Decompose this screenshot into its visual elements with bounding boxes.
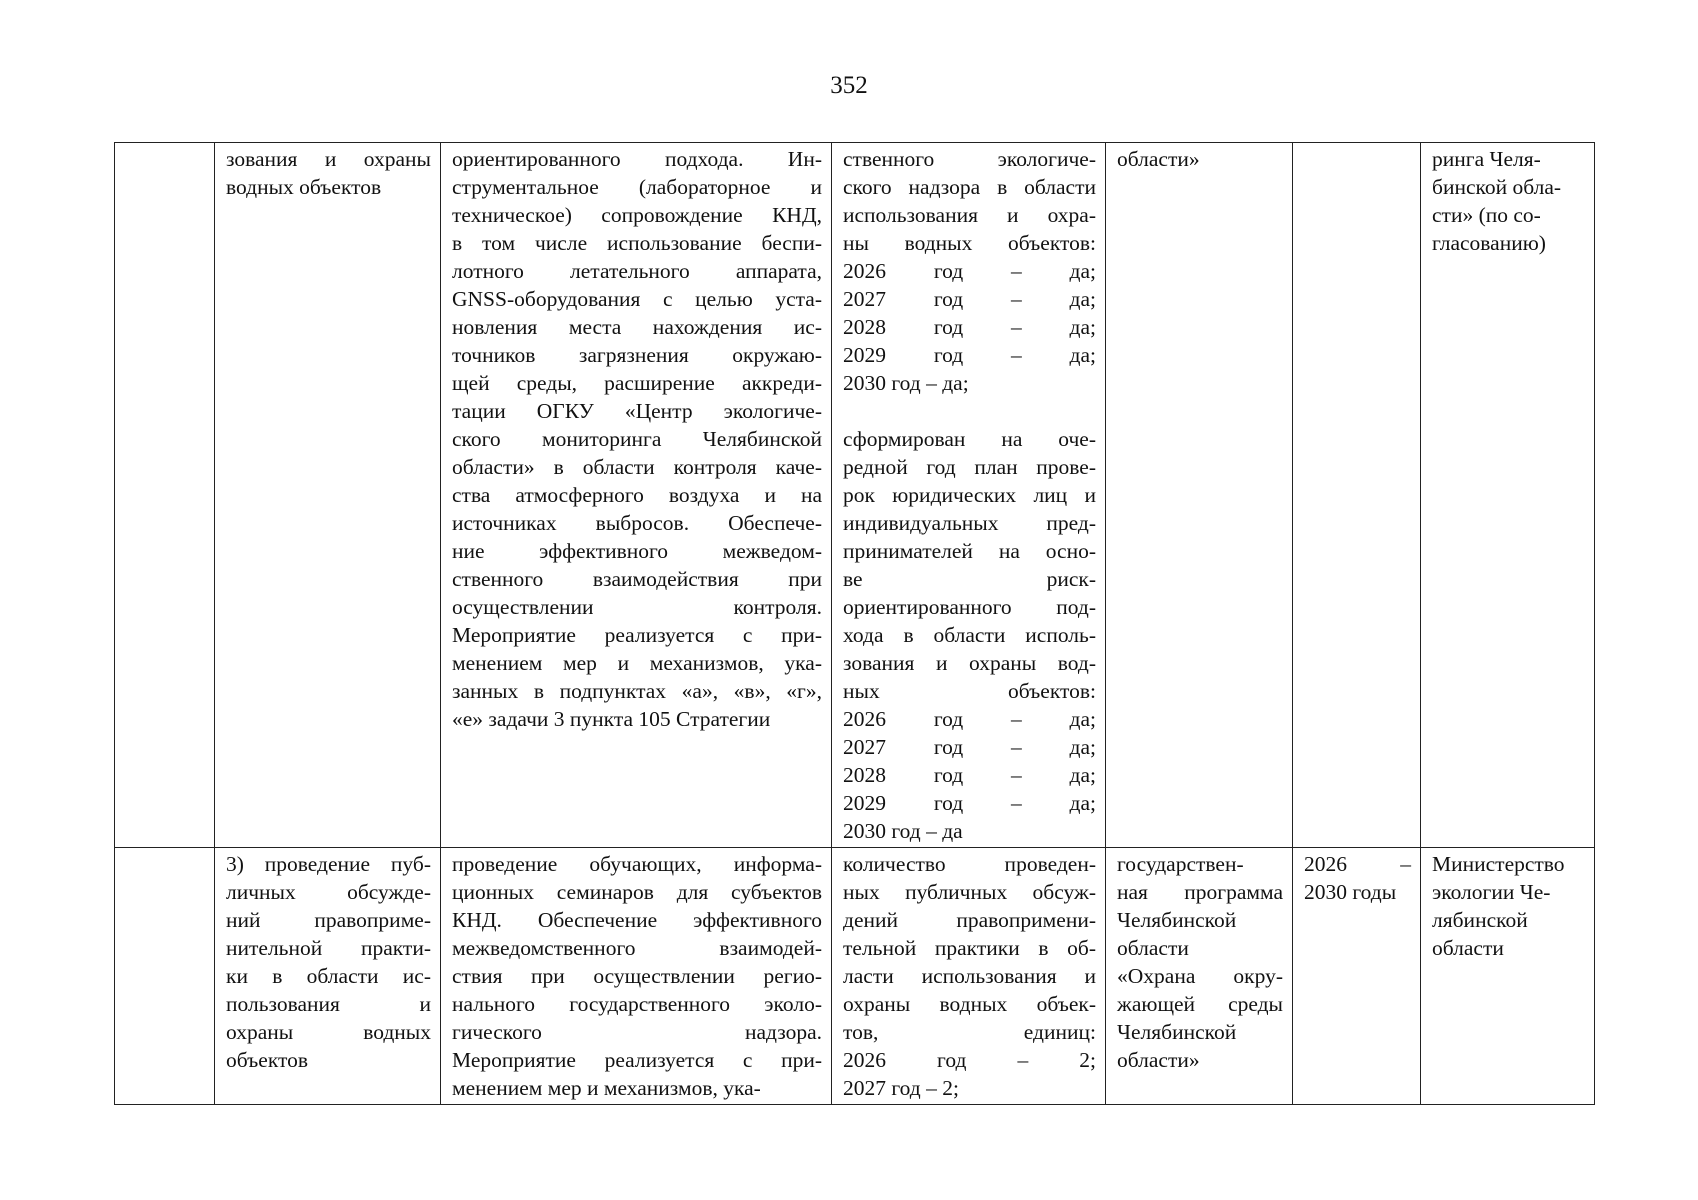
text-line: Мероприятие реализуется с при- (452, 1048, 822, 1072)
text-line: ласти использования и (843, 964, 1096, 988)
text-line: 2026 год – да; (843, 707, 1096, 731)
text-line: рок юридических лиц и (843, 483, 1096, 507)
cell-program (1106, 848, 1293, 1105)
text-line: гического надзора. (452, 1020, 822, 1044)
indicator-block (843, 425, 1096, 845)
text-line: ского надзора в области (843, 175, 1096, 199)
text-line: Челябинской (1117, 1020, 1237, 1044)
text-line: объектов (226, 1048, 308, 1072)
text-line: ных объектов: (843, 679, 1096, 703)
text-line: 2026 – (1304, 852, 1411, 876)
text-line: нительной практи- (226, 936, 431, 960)
text-line: 2027 год – 2; (843, 1076, 959, 1100)
cell-number (115, 143, 215, 848)
text-line: ны водных объектов: (843, 231, 1096, 255)
text-line: 2026 год – да; (843, 259, 1096, 283)
text-line: хода в области исполь- (843, 623, 1096, 647)
text-line: 2026 год – 2; (843, 1048, 1096, 1072)
text-line: принимателей на осно- (843, 539, 1096, 563)
text-line: бинской обла- (1432, 175, 1562, 199)
text-line: количество проведен- (843, 852, 1096, 876)
text-line: межведомственного взаимодей- (452, 936, 822, 960)
text-line: области» (1117, 1048, 1200, 1072)
text-line: ний правоприме- (226, 908, 431, 932)
text-line: пользования и (226, 992, 431, 1016)
text-line: источниках выбросов. Обеспече- (452, 511, 822, 535)
text-line: личных обсужде- (226, 880, 431, 904)
text-line: ки в области ис- (226, 964, 431, 988)
text-line: охраны водных объек- (843, 992, 1096, 1016)
cell-description (441, 848, 832, 1105)
cell-responsible (1421, 143, 1595, 848)
text-line: нального государственного эколо- (452, 992, 822, 1016)
cell-description (441, 143, 832, 848)
text-line: гласованию) (1432, 231, 1546, 255)
cell-period (1293, 848, 1421, 1105)
text-line: GNSS-оборудования с целью уста- (452, 287, 822, 311)
text-line: новления места нахождения ис- (452, 315, 822, 339)
text-line: государствен- (1117, 852, 1244, 876)
text-line: ствия при осуществлении регио- (452, 964, 822, 988)
text-line: «е» задачи 3 пункта 105 Стратегии (452, 707, 771, 731)
text-line: сформирован на оче- (843, 427, 1096, 451)
text-line: 2030 год – да; (843, 371, 969, 395)
text-line: точников загрязнения окружаю- (452, 343, 822, 367)
text-line: ных публичных обсуж- (843, 880, 1096, 904)
text-line: КНД. Обеспечение эффективного (452, 908, 822, 932)
text-line: Министерство (1432, 852, 1565, 876)
cell-indicators (832, 848, 1106, 1105)
cell-number (115, 848, 215, 1105)
table-row (115, 848, 1595, 1105)
text-line: зования и охраны вод- (843, 651, 1096, 675)
text-line: струментальное (лабораторное и (452, 175, 822, 199)
text-line: Челябинской (1117, 908, 1237, 932)
text-line: области (1432, 936, 1504, 960)
cell-responsible (1421, 848, 1595, 1105)
text-line: лотного летательного аппарата, (452, 259, 822, 283)
text-line: области» в области контроля каче- (452, 455, 822, 479)
text-line: сти» (по со- (1432, 203, 1541, 227)
text-line: ринга Челя- (1432, 147, 1541, 171)
text-line: Мероприятие реализуется с при- (452, 623, 822, 647)
text-line: осуществлении контроля. (452, 595, 822, 619)
text-line: экологии Че- (1432, 880, 1551, 904)
measures-table (114, 142, 1595, 1105)
text-line: ориентированного под- (843, 595, 1096, 619)
text-line: тации ОГКУ «Центр экологиче- (452, 399, 822, 423)
text-line: ционных семинаров для субъектов (452, 880, 822, 904)
text-line: «Охрана окру- (1117, 964, 1283, 988)
text-line: ства атмосферного воздуха и на (452, 483, 822, 507)
text-line: использования и охра- (843, 203, 1096, 227)
text-line: ственного экологиче- (843, 147, 1096, 171)
text-line: области» (1117, 147, 1200, 171)
text-line: 2027 год – да; (843, 735, 1096, 759)
text-line: 2030 год – да (843, 819, 963, 843)
text-line: 2028 год – да; (843, 315, 1096, 339)
text-line: водных объектов (226, 175, 382, 199)
text-line: ского мониторинга Челябинской (452, 427, 822, 451)
text-line: 2028 год – да; (843, 763, 1096, 787)
text-line: 2027 год – да; (843, 287, 1096, 311)
text-line: 3) проведение пуб- (226, 852, 431, 876)
cell-measure-name (215, 143, 441, 848)
cell-measure-name (215, 848, 441, 1105)
cell-program (1106, 143, 1293, 848)
text-line: 2029 год – да; (843, 791, 1096, 815)
text-line: охраны водных (226, 1020, 431, 1044)
cell-period (1293, 143, 1421, 848)
text-line: ориентированного подхода. Ин- (452, 147, 822, 171)
text-line: жающей среды (1117, 992, 1283, 1016)
text-line: 2030 годы (1304, 880, 1397, 904)
text-line: щей среды, расширение аккреди- (452, 371, 822, 395)
text-line: проведение обучающих, информа- (452, 852, 822, 876)
cell-indicators (832, 143, 1106, 848)
text-line: техническое) сопровождение КНД, (452, 203, 822, 227)
text-line: менением мер и механизмов, ука- (452, 651, 822, 675)
text-line: редной год план прове- (843, 455, 1096, 479)
text-line: лябинской (1432, 908, 1528, 932)
table-row (115, 143, 1595, 848)
text-line: ние эффективного межведом- (452, 539, 822, 563)
page-number: 352 (830, 72, 868, 99)
indicator-block (843, 145, 1096, 397)
text-line: индивидуальных пред- (843, 511, 1096, 535)
text-line: в том числе использование беспи- (452, 231, 822, 255)
text-line: дений правопримени- (843, 908, 1096, 932)
text-line: ная программа (1117, 880, 1283, 904)
text-line: тельной практики в об- (843, 936, 1096, 960)
text-line: занных в подпунктах «а», «в», «г», (452, 679, 822, 703)
text-line: менением мер и механизмов, ука- (452, 1076, 761, 1100)
text-line: ве риск- (843, 567, 1096, 591)
text-line: тов, единиц: (843, 1020, 1096, 1044)
text-line: зования и охраны (226, 147, 431, 171)
text-line: области (1117, 936, 1189, 960)
text-line: 2029 год – да; (843, 343, 1096, 367)
text-line: ственного взаимодействия при (452, 567, 822, 591)
